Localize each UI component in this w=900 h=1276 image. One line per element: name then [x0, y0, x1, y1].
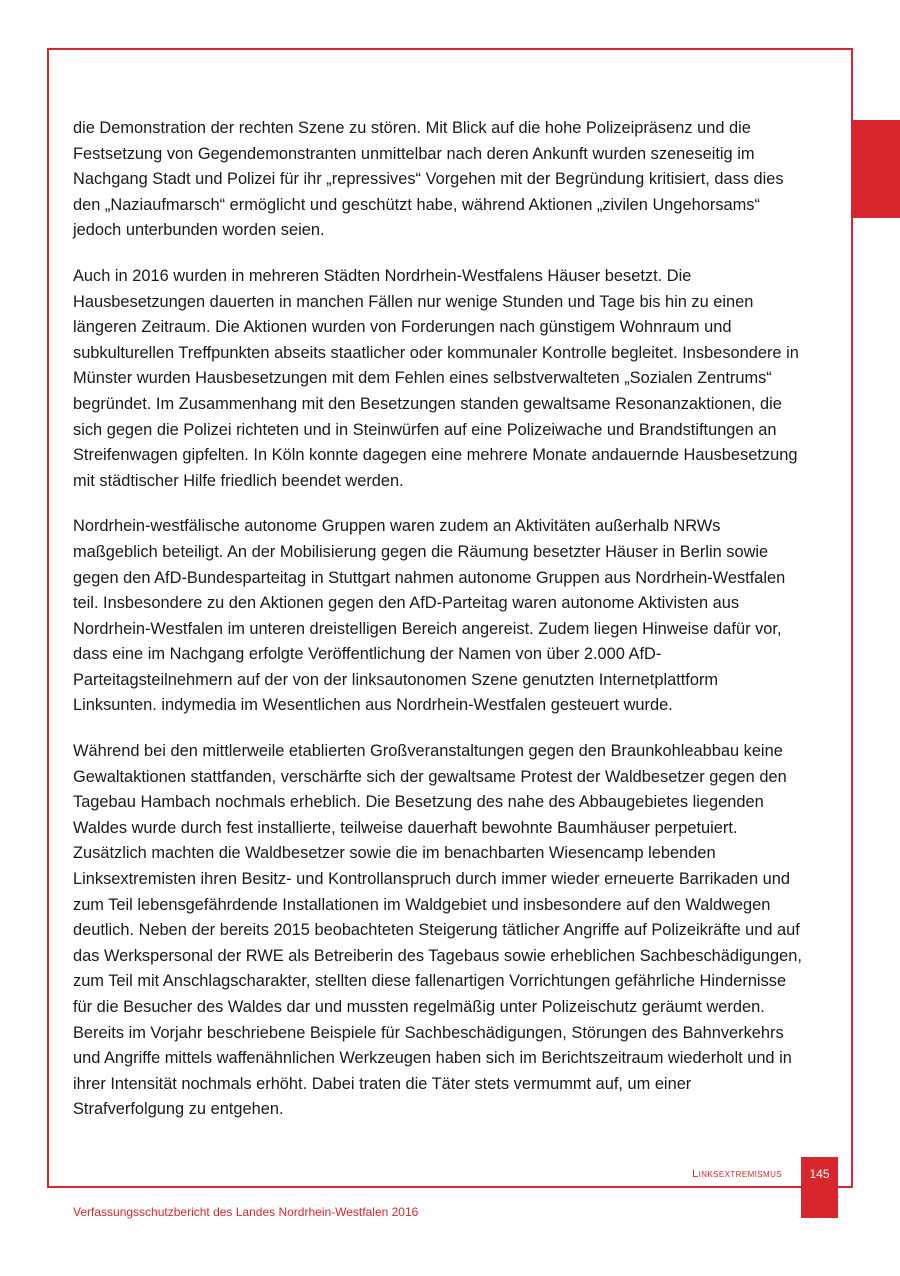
section-label: Linksextremismus	[692, 1168, 782, 1180]
page-number: 145	[809, 1167, 830, 1181]
footer-text: Verfassungsschutzbericht des Landes Nordrhein-Westfalen 2016	[73, 1205, 419, 1219]
body-text	[73, 116, 803, 1143]
paragraph: die Demonstration der rechten Szene zu stören. Mit Blick auf die hohe Polizeipräsenz und die Festsetzung von Gegendemonstranten unmittelbar nach deren Ankunft wurden szeneseitig im Nachgang Stadt und Polizei für ihr „repressives“ Vorgehen mit der Begründung kritisiert, dass dies den „Naziaufmarsch“ ermöglicht und geschützt habe, während Aktionen „zivilen Ungehorsams“ jedoch unterbunden worden seien.	[73, 119, 784, 240]
paragraph: Während bei den mittlerweile etablierten Großveranstaltungen gegen den Braunkohleabbau keine Gewaltaktionen stattfanden, verschärfte sich der gewaltsame Protest der Waldbesetzer gegen den Tagebau Hambach nochmals erheblich. Die Besetzung des nahe des Abbaugebietes liegenden Waldes wurde durch fest installierte, teilweise dauerhaft bewohnte Baumhäuser perpetuiert. Zusätzlich machten die Waldbesetzer sowie die im benachbarten Wiesencamp lebenden Linksextremisten ihren Besitz- und Kontrollanspruch durch immer wieder erneuerte Barrikaden und zum Teil lebensgefährdende Installationen im Waldgebiet und insbesondere auf den Waldwegen deutlich. Neben der bereits 2015 beobachteten Steigerung tätlicher Angriffe auf Polizeikräfte und auf das Werkspersonal der RWE als Betreiberin des Tagebaus sowie erheblichen Sachbeschädigungen, zum Teil mit Anschlagscharakter, stellten diese fallenartigen Vorrichtungen gefährliche Hindernisse für die Besucher des Waldes dar und mussten regelmäßig unter Polizeischutz geräumt werden. Bereits im Vorjahr beschriebene Beispiele für Sachbeschädigungen, Störungen des Bahnverkehrs und Angriffe mittels waffenähnlichen Werkzeugen haben sich im Berichtszeitraum wiederholt und in ihrer Intensität nochmals erhöht. Dabei traten die Täter stets vermummt auf, um einer Strafverfolgung zu entgehen.	[73, 742, 802, 1119]
paragraph: Nordrhein-westfälische autonome Gruppen waren zudem an Aktivitäten außerhalb NRWs maßgeblich beteiligt. An der Mobilisierung gegen die Räumung besetzter Häuser in Berlin sowie gegen den AfD-Bundesparteitag in Stuttgart nahmen autonome Gruppen aus Nordrhein-Westfalen teil. Insbesondere zu den Aktionen gegen den AfD-Parteitag waren autonome Aktivisten aus Nordrhein-Westfalen im unteren dreistelligen Bereich angereist. Zudem liegen Hinweise dafür vor, dass eine im Nachgang erfolgte Veröffentlichung der Namen von über 2.000 AfD-Parteitagsteilnehmern auf der von der linksautonomen Szene genutzten Internetplattform Linksunten. indymedia im Wesentlichen aus Nordrhein-Westfalen gesteuert wurde.	[73, 517, 786, 715]
page-number-box	[801, 1157, 838, 1218]
chapter-side-tab	[853, 120, 900, 218]
paragraph: Auch in 2016 wurden in mehreren Städten Nordrhein-Westfalens Häuser besetzt. Die Hausbesetzungen dauerten in manchen Fällen nur wenige Stunden und Tage bis hin zu einen längeren Zeitraum. Die Aktionen wurden von Forderungen nach günstigem Wohnraum und subkulturellen Treffpunkten abseits staatlicher oder kommunaler Kontrolle begleitet. Insbesondere in Münster wurden Hausbesetzungen mit dem Fehlen eines selbstverwalteten „Sozialen Zentrums“ begründet. Im Zusammenhang mit den Besetzungen standen gewaltsame Resonanzaktionen, die sich gegen die Polizei richteten und in Steinwürfen auf eine Polizeiwache und Brandstiftungen an Streifenwagen gipfelten. In Köln konnte dagegen eine mehrere Monate andauernde Hausbesetzung mit städtischer Hilfe friedlich beendet werden.	[73, 266, 799, 490]
